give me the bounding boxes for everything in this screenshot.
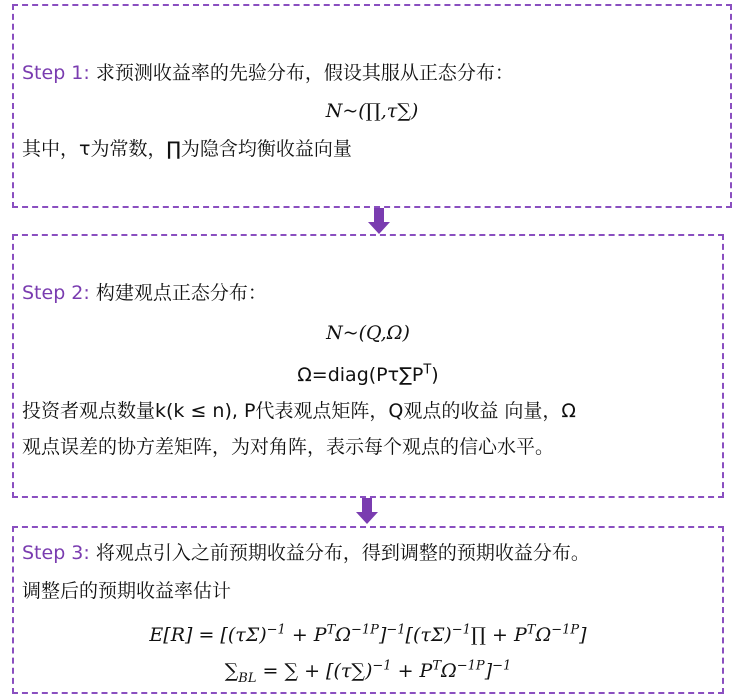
step1-box: [12, 4, 732, 208]
arrow-down-icon: [356, 498, 378, 524]
step3-formula2-text: $\sum_{BL}$ = ∑ + $[(\tau\sum)^{-1} + P^T\Omega^{-1P}]^{-1}$: [224, 659, 512, 687]
step2-note1: [22, 398, 576, 424]
step2-formula2-text: $\Omega=diag(P\tau\sum P^T)$: [297, 363, 439, 387]
arrow-down-icon: [368, 208, 390, 234]
step1-note: 其中，τ为常数，∏为隐含均衡收益向量: [22, 138, 352, 160]
step1-text: 求预测收益率的先验分布，假设其服从正态分布：: [89, 62, 514, 84]
step2-heading: [22, 280, 267, 306]
step3-label: Step 3:: [22, 542, 90, 564]
step2-formula2: [14, 358, 722, 388]
step3-formula1: [14, 618, 722, 648]
step2-box: [12, 234, 724, 498]
step1-heading: [22, 60, 514, 86]
step3-text: 将观点引入之前预期收益分布，得到调整的预期收益分布。: [89, 542, 590, 564]
step1-formula-text: N~(∏,τ∑): [325, 100, 419, 122]
step2-note1-text: 投资者观点数量k(k ≤ n), P代表观点矩阵，Q观点的收益 向量，Ω: [22, 400, 576, 422]
step1-label: Step 1:: [22, 62, 90, 84]
step2-note2: 观点误差的协方差矩阵，为对角阵，表示每个观点的信心水平。: [22, 436, 555, 458]
step3-box: [12, 526, 724, 694]
step2-formula1-text: N~(Q,Ω): [326, 322, 410, 344]
step2-formula1: [14, 320, 722, 346]
step1-formula: [14, 98, 730, 124]
step3-heading: [22, 540, 590, 566]
step3-formula2: [14, 654, 722, 692]
step3-formula1-text: $E[R] = [(\tau\Sigma)^{-1}$ + $P^T\Omega^{-1P}]^{-1}[(\tau\Sigma)^{-1}\prod + P^T\Omega^{-1P}]$: [149, 623, 587, 647]
step2-label: Step 2:: [22, 282, 90, 304]
step2-text: 构建观点正态分布：: [89, 282, 267, 304]
step3-subtitle: 调整后的预期收益率估计: [22, 580, 232, 602]
